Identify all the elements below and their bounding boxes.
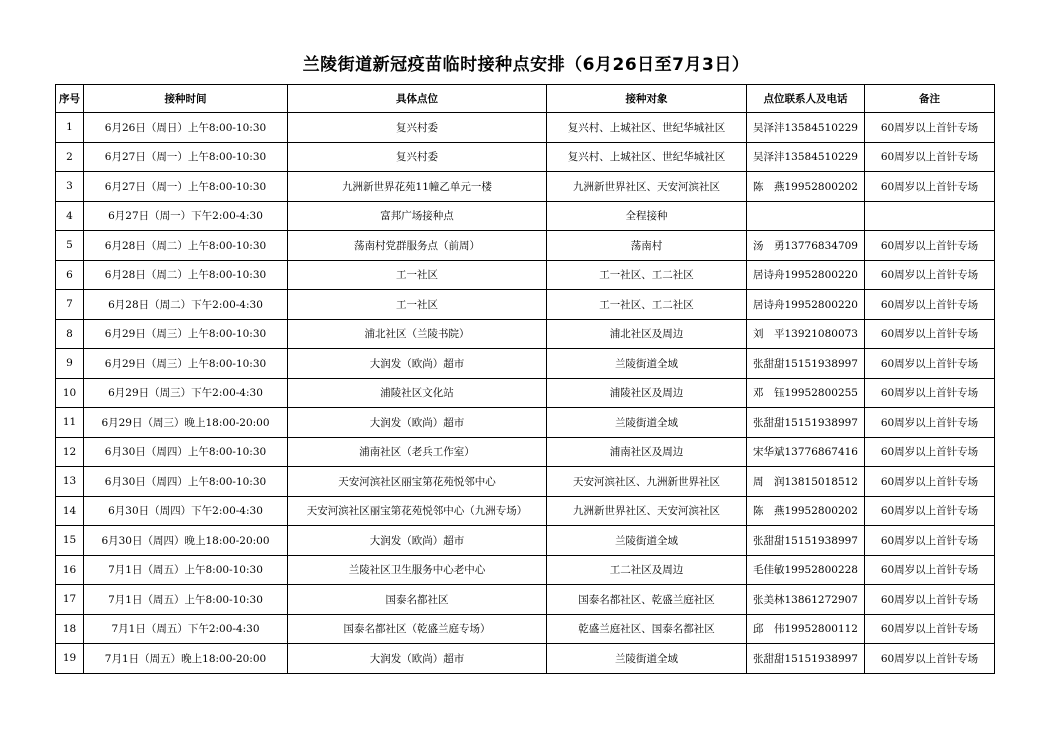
cell-remark: 60周岁以上首针专场	[865, 437, 995, 467]
cell-remark	[865, 201, 995, 231]
cell-index: 16	[56, 555, 84, 585]
cell-contact: 张美林13861272907	[747, 585, 865, 615]
cell-index: 14	[56, 496, 84, 526]
cell-time: 6月30日（周四）下午2:00-4:30	[84, 496, 288, 526]
cell-index: 12	[56, 437, 84, 467]
cell-remark: 60周岁以上首针专场	[865, 319, 995, 349]
table-row	[56, 526, 995, 556]
cell-index: 11	[56, 408, 84, 438]
cell-remark: 60周岁以上首针专场	[865, 408, 995, 438]
cell-remark: 60周岁以上首针专场	[865, 349, 995, 379]
cell-target: 浦南社区及周边	[547, 437, 747, 467]
header-remark: 备注	[865, 85, 995, 113]
cell-target: 九洲新世界社区、天安河滨社区	[547, 496, 747, 526]
cell-time: 6月28日（周二）下午2:00-4:30	[84, 290, 288, 320]
cell-time: 6月30日（周四）上午8:00-10:30	[84, 437, 288, 467]
header-location: 具体点位	[288, 85, 547, 113]
cell-time: 7月1日（周五）下午2:00-4:30	[84, 614, 288, 644]
cell-index: 4	[56, 201, 84, 231]
cell-index: 18	[56, 614, 84, 644]
cell-target: 国泰名都社区、乾盛兰庭社区	[547, 585, 747, 615]
cell-contact: 张甜甜15151938997	[747, 526, 865, 556]
table-row	[56, 201, 995, 231]
table-row	[56, 585, 995, 615]
cell-location: 九洲新世界花苑11幢乙单元一楼	[288, 172, 547, 202]
cell-contact: 宋华斌13776867416	[747, 437, 865, 467]
cell-target: 兰陵街道全域	[547, 349, 747, 379]
cell-location: 复兴村委	[288, 142, 547, 172]
cell-index: 3	[56, 172, 84, 202]
vaccination-schedule-table	[55, 84, 995, 674]
cell-location: 工一社区	[288, 260, 547, 290]
cell-contact: 周 润13815018512	[747, 467, 865, 497]
cell-index: 17	[56, 585, 84, 615]
cell-remark: 60周岁以上首针专场	[865, 614, 995, 644]
cell-time: 6月29日（周三）上午8:00-10:30	[84, 349, 288, 379]
cell-location: 天安河滨社区丽宝第花苑悦邻中心	[288, 467, 547, 497]
cell-contact	[747, 201, 865, 231]
cell-time: 6月28日（周二）上午8:00-10:30	[84, 231, 288, 261]
cell-remark: 60周岁以上首针专场	[865, 526, 995, 556]
cell-target: 九洲新世界社区、天安河滨社区	[547, 172, 747, 202]
cell-contact: 张甜甜15151938997	[747, 349, 865, 379]
table-row	[56, 319, 995, 349]
table-row	[56, 113, 995, 143]
cell-contact: 张甜甜15151938997	[747, 408, 865, 438]
cell-target: 浦北社区及周边	[547, 319, 747, 349]
header-index: 序号	[56, 85, 84, 113]
cell-location: 大润发（欧尚）超市	[288, 408, 547, 438]
header-contact: 点位联系人及电话	[747, 85, 865, 113]
cell-time: 6月27日（周一）上午8:00-10:30	[84, 142, 288, 172]
cell-remark: 60周岁以上首针专场	[865, 172, 995, 202]
cell-time: 6月29日（周三）下午2:00-4:30	[84, 378, 288, 408]
table-row	[56, 496, 995, 526]
cell-location: 国泰名都社区	[288, 585, 547, 615]
cell-location: 大润发（欧尚）超市	[288, 526, 547, 556]
cell-target: 浦陵社区及周边	[547, 378, 747, 408]
cell-time: 6月29日（周三）晚上18:00-20:00	[84, 408, 288, 438]
cell-location: 天安河滨社区丽宝第花苑悦邻中心（九洲专场）	[288, 496, 547, 526]
cell-remark: 60周岁以上首针专场	[865, 644, 995, 674]
cell-remark: 60周岁以上首针专场	[865, 142, 995, 172]
cell-index: 7	[56, 290, 84, 320]
table-row	[56, 378, 995, 408]
cell-contact: 陈 燕19952800202	[747, 496, 865, 526]
cell-remark: 60周岁以上首针专场	[865, 290, 995, 320]
cell-remark: 60周岁以上首针专场	[865, 467, 995, 497]
cell-remark: 60周岁以上首针专场	[865, 260, 995, 290]
cell-target: 全程接种	[547, 201, 747, 231]
cell-index: 13	[56, 467, 84, 497]
cell-time: 7月1日（周五）上午8:00-10:30	[84, 585, 288, 615]
cell-target: 工一社区、工二社区	[547, 260, 747, 290]
cell-target: 兰陵街道全域	[547, 408, 747, 438]
cell-time: 6月27日（周一）上午8:00-10:30	[84, 172, 288, 202]
cell-time: 6月27日（周一）下午2:00-4:30	[84, 201, 288, 231]
table-row	[56, 614, 995, 644]
cell-contact: 刘 平13921080073	[747, 319, 865, 349]
cell-time: 6月29日（周三）上午8:00-10:30	[84, 319, 288, 349]
cell-remark: 60周岁以上首针专场	[865, 496, 995, 526]
cell-index: 8	[56, 319, 84, 349]
cell-remark: 60周岁以上首针专场	[865, 113, 995, 143]
cell-target: 工二社区及周边	[547, 555, 747, 585]
cell-remark: 60周岁以上首针专场	[865, 378, 995, 408]
cell-location: 浦北社区（兰陵书院）	[288, 319, 547, 349]
cell-location: 富邦广场接种点	[288, 201, 547, 231]
cell-index: 9	[56, 349, 84, 379]
cell-time: 6月28日（周二）上午8:00-10:30	[84, 260, 288, 290]
cell-target: 乾盛兰庭社区、国泰名都社区	[547, 614, 747, 644]
cell-contact: 吴泽沣13584510229	[747, 113, 865, 143]
cell-index: 19	[56, 644, 84, 674]
table-row	[56, 408, 995, 438]
cell-remark: 60周岁以上首针专场	[865, 555, 995, 585]
table-row	[56, 437, 995, 467]
cell-contact: 汤 勇13776834709	[747, 231, 865, 261]
cell-contact: 邓 钰19952800255	[747, 378, 865, 408]
cell-target: 荡南村	[547, 231, 747, 261]
table-row	[56, 142, 995, 172]
cell-index: 1	[56, 113, 84, 143]
header-target: 接种对象	[547, 85, 747, 113]
table-row	[56, 260, 995, 290]
header-time: 接种时间	[84, 85, 288, 113]
cell-remark: 60周岁以上首针专场	[865, 231, 995, 261]
cell-index: 10	[56, 378, 84, 408]
cell-time: 7月1日（周五）上午8:00-10:30	[84, 555, 288, 585]
cell-time: 6月30日（周四）晚上18:00-20:00	[84, 526, 288, 556]
cell-contact: 陈 燕19952800202	[747, 172, 865, 202]
cell-index: 2	[56, 142, 84, 172]
table-row	[56, 172, 995, 202]
cell-index: 6	[56, 260, 84, 290]
cell-location: 大润发（欧尚）超市	[288, 349, 547, 379]
cell-location: 大润发（欧尚）超市	[288, 644, 547, 674]
cell-index: 15	[56, 526, 84, 556]
cell-location: 浦南社区（老兵工作室）	[288, 437, 547, 467]
cell-contact: 居诗舟19952800220	[747, 260, 865, 290]
cell-location: 浦陵社区文化站	[288, 378, 547, 408]
cell-contact: 居诗舟19952800220	[747, 290, 865, 320]
table-row	[56, 555, 995, 585]
table-row	[56, 644, 995, 674]
table-row	[56, 231, 995, 261]
cell-time: 6月30日（周四）上午8:00-10:30	[84, 467, 288, 497]
cell-location: 荡南村党群服务点（前周）	[288, 231, 547, 261]
cell-time: 6月26日（周日）上午8:00-10:30	[84, 113, 288, 143]
cell-location: 国泰名都社区（乾盛兰庭专场）	[288, 614, 547, 644]
table-row	[56, 349, 995, 379]
cell-target: 复兴村、上城社区、世纪华城社区	[547, 142, 747, 172]
cell-contact: 毛佳敏19952800228	[747, 555, 865, 585]
table-row	[56, 290, 995, 320]
cell-location: 工一社区	[288, 290, 547, 320]
cell-contact: 吴泽沣13584510229	[747, 142, 865, 172]
document-title: 兰陵街道新冠疫苗临时接种点安排（6月26日至7月3日）	[302, 55, 750, 75]
table-row	[56, 467, 995, 497]
cell-target: 兰陵街道全域	[547, 526, 747, 556]
cell-index: 5	[56, 231, 84, 261]
cell-contact: 张甜甜15151938997	[747, 644, 865, 674]
cell-contact: 邱 伟19952800112	[747, 614, 865, 644]
cell-target: 天安河滨社区、九洲新世界社区	[547, 467, 747, 497]
cell-location: 复兴村委	[288, 113, 547, 143]
cell-target: 工一社区、工二社区	[547, 290, 747, 320]
table-header-row	[56, 85, 995, 113]
cell-location: 兰陵社区卫生服务中心老中心	[288, 555, 547, 585]
cell-target: 复兴村、上城社区、世纪华城社区	[547, 113, 747, 143]
cell-time: 7月1日（周五）晚上18:00-20:00	[84, 644, 288, 674]
cell-remark: 60周岁以上首针专场	[865, 585, 995, 615]
cell-target: 兰陵街道全域	[547, 644, 747, 674]
